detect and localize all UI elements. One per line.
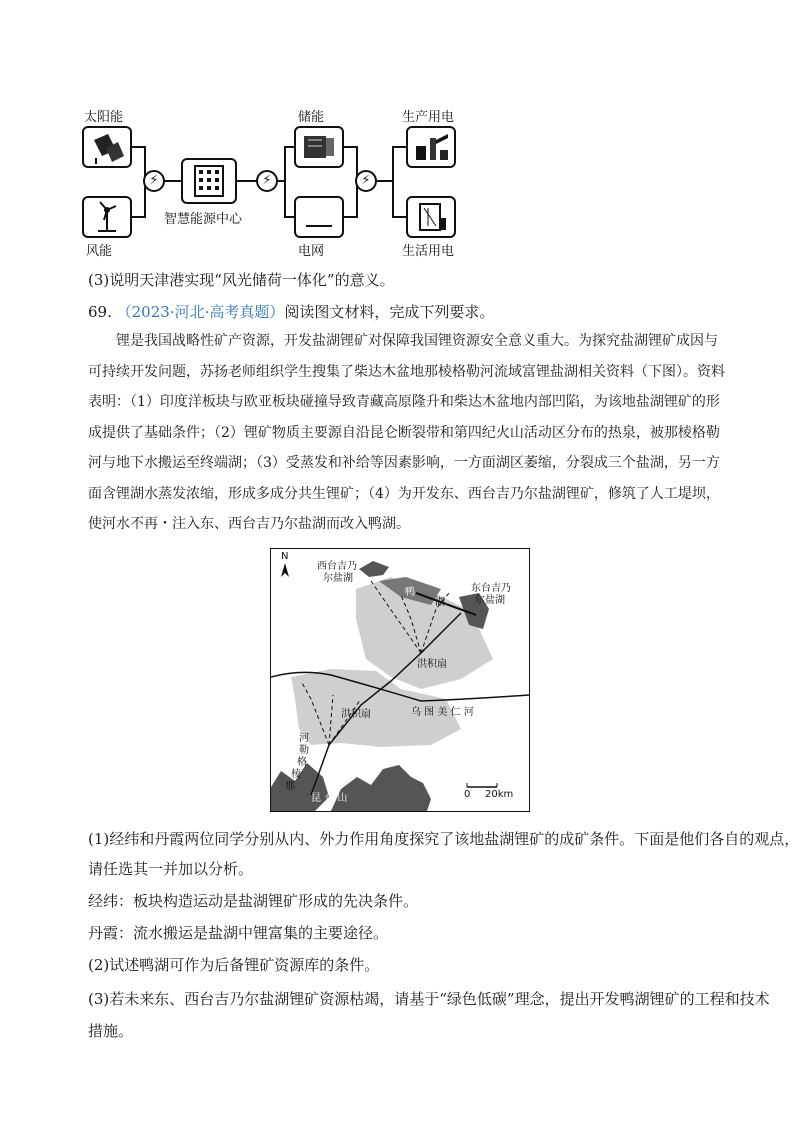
- wind-node: [82, 196, 132, 238]
- q69-header: [88, 300, 494, 324]
- label-duck-lake: 鸭: [405, 587, 415, 598]
- label-living: 生活用电: [402, 244, 455, 259]
- label-wind: 风能: [86, 244, 113, 259]
- scale-label-20km: 20km: [485, 789, 514, 800]
- factory-icon: [408, 128, 454, 166]
- label-east-lake: 东台吉乃: [471, 583, 511, 594]
- q2-text: (2)试述鸭湖可作为后备锂矿资源库的条件。: [88, 956, 380, 974]
- energy-flow-diagram: [0, 0, 800, 260]
- household-icon: [408, 198, 454, 236]
- label-center: 智慧能源中心: [164, 212, 243, 227]
- material-paragraph: [88, 326, 728, 540]
- solar-panel-icon: [84, 128, 130, 166]
- bolt-icon-1: ⚡: [143, 170, 165, 192]
- q1-line: 请任选其一并加以分析。: [88, 860, 254, 878]
- q3-line: (3)若未来东、西台吉乃尔盐湖锂矿资源枯竭，请基于“绿色低碳”理念，提出开发鸭湖锂矿的工程和技术: [88, 990, 770, 1008]
- label-alluvial-fan: 洪积扇: [341, 709, 371, 720]
- danxia-view: 丹霞：流水搬运是盐湖中锂富集的主要途径。: [88, 924, 389, 942]
- label-duck-lake: 湖: [435, 597, 445, 608]
- label-river-wutumeiren: 乌 图 美 仁 河: [411, 707, 474, 718]
- material-line: 表明：（1）印度洋板块与欧亚板块碰撞导致青藏高原隆升和柴达木盆地内部凹陷，为该地盐湖锂矿的形: [88, 394, 720, 410]
- production-node: [406, 126, 456, 168]
- jingwei-view: 经纬：板块构造运动是盐湖锂矿形成的先决条件。: [88, 892, 419, 910]
- label-grid: 电网: [298, 244, 325, 259]
- label-east-lake: 尔盐湖: [475, 595, 505, 606]
- grid-node: [294, 196, 344, 238]
- building-icon: [183, 160, 235, 202]
- storage-node: [294, 126, 344, 168]
- energy-center-node: [181, 158, 237, 204]
- label-solar: 太阳能: [84, 110, 124, 125]
- north-arrow-label: N: [281, 551, 289, 562]
- question-number: 69.: [88, 303, 112, 321]
- material-line: 面含锂湖水蒸发浓缩，形成多成分共生锂矿；（4）为开发东、西台吉乃尔盐湖锂矿，修筑了人工堤坝，: [88, 485, 720, 502]
- wind-turbine-icon: [84, 198, 130, 236]
- bolt-icon-3: ⚡: [355, 170, 377, 192]
- grid-icon: [296, 198, 342, 236]
- battery-storage-icon: [296, 128, 342, 166]
- salt-lake-map: [270, 548, 530, 812]
- label-production: 生产用电: [402, 110, 455, 125]
- label-river-nalenggele: 河: [299, 733, 309, 744]
- solar-node: [82, 126, 132, 168]
- bolt-icon-2: ⚡: [256, 170, 278, 192]
- material-line: 可持续开发问题，苏扬老师组织学生搜集了柴达木盆地那棱格勒河流域富锂盐湖相关资料（下图）。资料: [88, 363, 725, 380]
- label-river-nalenggele: 勒: [299, 745, 309, 756]
- living-node: [406, 196, 456, 238]
- question-instruction: 阅读图文材料，完成下列要求。: [284, 303, 495, 321]
- label-storage: 储能: [298, 110, 325, 125]
- scale-label-0: 0: [464, 789, 471, 800]
- label-alluvial-fan: 洪积扇: [417, 659, 447, 670]
- label-west-lake: 西台吉乃: [317, 561, 357, 572]
- material-line: 使河水不再・注入东、西台吉乃尔盐湖而改入鸭湖。: [88, 516, 410, 532]
- label-west-lake: 尔盐湖: [323, 573, 353, 584]
- q1-line: (1)经纬和丹霞两位同学分别从内、外力作用角度探究了该地盐湖锂矿的成矿条件。下面是他们各自的观点，: [88, 830, 800, 848]
- material-line: 河与地下水搬运至终端湖；（3）受蒸发和补给等因素影响，一方面湖区萎缩，分裂成三个盐湖，另一方: [88, 455, 720, 471]
- material-line: 锂是我国战略性矿产资源，开发盐湖锂矿对保障我国锂资源安全意义重大。为探究盐湖锂矿成因与: [116, 333, 718, 349]
- label-kunlun-mountains: 昆 仑 山: [311, 793, 348, 804]
- label-river-nalenggele: 格: [297, 757, 307, 768]
- q3-line: 措施。: [88, 1022, 134, 1040]
- source-tag-link[interactable]: （2023·河北·高考真题）: [116, 303, 285, 321]
- q69-subquestions: [88, 826, 800, 1044]
- material-line: 成提供了基础条件；（2）锂矿物质主要源自沿昆仑断裂带和第四纪火山活动区分布的热泉，被那棱格勒: [88, 424, 720, 441]
- q68-part3: (3)说明天津港实现“风光储荷一体化”的意义。: [88, 271, 395, 289]
- label-river-nalenggele: 棱: [291, 769, 301, 780]
- label-river-nalenggele: 那: [285, 781, 295, 792]
